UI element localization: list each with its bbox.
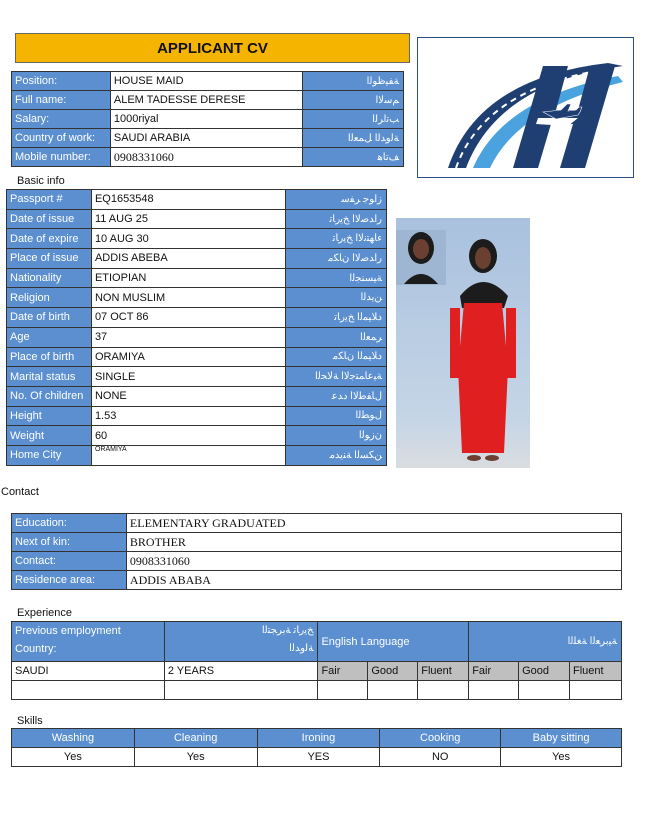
empty-cell	[519, 681, 570, 700]
basic-info-value: ORAMIYA	[91, 445, 285, 465]
basic-info-row	[7, 406, 387, 426]
skill-ironing-label: Ironing	[257, 729, 380, 748]
previous-employment-label: Previous employment	[15, 625, 121, 637]
arabic-fluent: Fluent	[570, 662, 622, 681]
skill-baby-sitting-value: Yes	[501, 748, 622, 767]
previous-employment-header	[12, 622, 165, 662]
basic-info-label: Weight	[7, 426, 92, 446]
country-ar: ﺔﻟﻭﺪﻟﺍ	[289, 643, 314, 654]
basic-info-row	[7, 367, 387, 387]
basic-info-ar: ﺯﺍﻮﺟ ﺮﻔﺳ	[286, 190, 387, 210]
basic-info-label: Place of issue	[7, 249, 92, 269]
basic-info-value: 37	[91, 327, 285, 347]
english-fair: Fair	[318, 662, 368, 681]
empty-cell	[318, 681, 368, 700]
applicant-photo	[396, 218, 530, 468]
education-value: ELEMENTARY GRADUATED	[126, 514, 621, 533]
full-name-label: Full name:	[12, 91, 111, 110]
contact-value: 0908331060	[126, 552, 621, 571]
mobile-value: 0908331060	[110, 148, 302, 167]
basic-info-label: Date of expire	[7, 229, 92, 249]
skills-table	[11, 728, 622, 767]
agency-logo	[417, 37, 634, 178]
skills-heading: Skills	[17, 715, 43, 727]
empty-cell	[164, 681, 318, 700]
empty-cell	[469, 681, 519, 700]
english-language-header: English Language	[318, 622, 469, 662]
basic-info-value: ETIOPIAN	[91, 268, 285, 288]
basic-info-ar: ﺮﻤﻌﻟﺍ	[286, 327, 387, 347]
experience-table	[11, 621, 622, 700]
contact-label: Contact:	[12, 552, 127, 571]
basic-info-row	[7, 249, 387, 269]
arabic-language-header: ﺔﻴﺑﺮﻌﻟﺍ ﺔﻐﻠﻟﺍ	[469, 622, 622, 662]
skill-cooking-label: Cooking	[380, 729, 501, 748]
contact-heading: Contact	[1, 486, 39, 498]
basic-info-row	[7, 426, 387, 446]
basic-info-row	[7, 288, 387, 308]
logo-icon	[418, 38, 633, 177]
basic-info-value: SINGLE	[91, 367, 285, 387]
salary-value: 1000riyal	[110, 110, 302, 129]
salary-ar: ﺐﺗﺍﺮﻟﺍ	[303, 110, 404, 129]
empty-cell	[368, 681, 418, 700]
basic-info-row	[7, 229, 387, 249]
page-title: APPLICANT CV	[15, 33, 410, 63]
basic-info-row	[7, 308, 387, 328]
full-name-ar: ﻢﺳﻻﺍ	[303, 91, 404, 110]
skill-cooking-value: NO	[380, 748, 501, 767]
basic-info-row	[7, 209, 387, 229]
position-ar: ﺔﻔﻴﻇﻮﻟﺍ	[303, 72, 404, 91]
basic-info-ar: ﺀﺎﻬﺘﻧﻻﺍ ﺦﻳﺭﺎﺗ	[286, 229, 387, 249]
empty-cell	[418, 681, 469, 700]
basic-info-row	[7, 445, 387, 465]
basic-info-value: EQ1653548	[91, 190, 285, 210]
english-fluent: Fluent	[418, 662, 469, 681]
basic-info-label: Home City	[7, 445, 92, 465]
basic-info-table	[6, 189, 387, 466]
country-label: Country:	[15, 643, 57, 655]
country-of-work-label: Country of work:	[12, 129, 111, 148]
basic-info-value: ORAMIYA	[91, 347, 285, 367]
skill-cleaning-label: Cleaning	[134, 729, 257, 748]
basic-info-row	[7, 327, 387, 347]
basic-info-value: NONE	[91, 386, 285, 406]
experience-heading: Experience	[17, 607, 73, 619]
empty-cell	[570, 681, 622, 700]
experience-country-value: SAUDI	[12, 662, 165, 681]
basic-info-value: ADDIS ABEBA	[91, 249, 285, 269]
basic-info-label: Date of issue	[7, 209, 92, 229]
position-label: Position:	[12, 72, 111, 91]
skill-washing-value: Yes	[12, 748, 135, 767]
basic-info-label: Height	[7, 406, 92, 426]
arabic-good: Good	[519, 662, 570, 681]
basic-info-ar: ﻥﺯﻮﻟﺍ	[286, 426, 387, 446]
history-ar-header	[164, 622, 318, 662]
basic-info-value: 10 AUG 30	[91, 229, 285, 249]
full-name-value: ALEM TADESSE DERESE	[110, 91, 302, 110]
residence-value: ADDIS ABABA	[126, 571, 621, 590]
basic-info-value: NON MUSLIM	[91, 288, 285, 308]
basic-info-label: Religion	[7, 288, 92, 308]
basic-info-ar: ﺭﺍﺪﺻﻻﺍ ﻥﺎﻜﻣ	[286, 249, 387, 269]
basic-info-label: Date of birth	[7, 308, 92, 328]
basic-info-ar: ﻝﻮﻄﻟﺍ	[286, 406, 387, 426]
next-of-kin-value: BROTHER	[126, 533, 621, 552]
skill-washing-label: Washing	[12, 729, 135, 748]
basic-info-value: 11 AUG 25	[91, 209, 285, 229]
basic-info-label: Nationality	[7, 268, 92, 288]
basic-info-ar: ﻝﺎﻔﻃﻻﺍ ﺩﺪﻋ	[286, 386, 387, 406]
basic-info-label: Place of birth	[7, 347, 92, 367]
basic-info-label: Marital status	[7, 367, 92, 387]
basic-info-label: Passport #	[7, 190, 92, 210]
basic-info-ar: ﻦﻳﺪﻟﺍ	[286, 288, 387, 308]
skill-ironing-value: YES	[257, 748, 380, 767]
experience-years-value: 2 YEARS	[164, 662, 318, 681]
basic-info-ar: ﻦﻜﺴﻟﺍ ﺔﻨﻳﺪﻣ	[286, 445, 387, 465]
summary-table	[11, 71, 404, 167]
country-of-work-value: SAUDI ARABIA	[110, 129, 302, 148]
residence-label: Residence area:	[12, 571, 127, 590]
basic-info-row	[7, 347, 387, 367]
salary-label: Salary:	[12, 110, 111, 129]
history-ar: ﺦﻳﺭﺎﺗ ﺔﺑﺮﺠﺘﻟﺍ	[261, 625, 314, 636]
basic-info-label: Age	[7, 327, 92, 347]
basic-info-label: No. Of children	[7, 386, 92, 406]
basic-info-row	[7, 190, 387, 210]
basic-info-row	[7, 268, 387, 288]
basic-info-ar: ﺭﺍﺪﺻﻻﺍ ﺦﻳﺭﺎﺗ	[286, 209, 387, 229]
basic-info-value: 07 OCT 86	[91, 308, 285, 328]
basic-info-ar: ﺩﻼﻴﻤﻟﺍ ﺦﻳﺭﺎﺗ	[286, 308, 387, 328]
basic-info-ar: ﺔﻴﻋﺎﻤﺘﺟﻻﺍ ﺔﻟﺎﺤﻟﺍ	[286, 367, 387, 387]
basic-info-ar: ﺩﻼﻴﻤﻟﺍ ﻥﺎﻜﻣ	[286, 347, 387, 367]
basic-info-value: 1.53	[91, 406, 285, 426]
next-of-kin-label: Next of kin:	[12, 533, 127, 552]
basic-info-value: 60	[91, 426, 285, 446]
country-of-work-ar: ﺔﻟﻭﺪﻟﺍ ﻞﻤﻌﻟﺍ	[303, 129, 404, 148]
basic-info-ar: ﺔﻴﺴﻨﺠﻟﺍ	[286, 268, 387, 288]
english-good: Good	[368, 662, 418, 681]
skill-baby-sitting-label: Baby sitting	[501, 729, 622, 748]
education-label: Education:	[12, 514, 127, 533]
contact-table	[11, 513, 622, 590]
mobile-label: Mobile number:	[12, 148, 111, 167]
arabic-fair: Fair	[469, 662, 519, 681]
position-value: HOUSE MAID	[110, 72, 302, 91]
mobile-ar: ﻒﺗﺎﻫ	[303, 148, 404, 167]
empty-cell	[12, 681, 165, 700]
basic-info-row	[7, 386, 387, 406]
basic-info-heading: Basic info	[17, 175, 65, 187]
skill-cleaning-value: Yes	[134, 748, 257, 767]
